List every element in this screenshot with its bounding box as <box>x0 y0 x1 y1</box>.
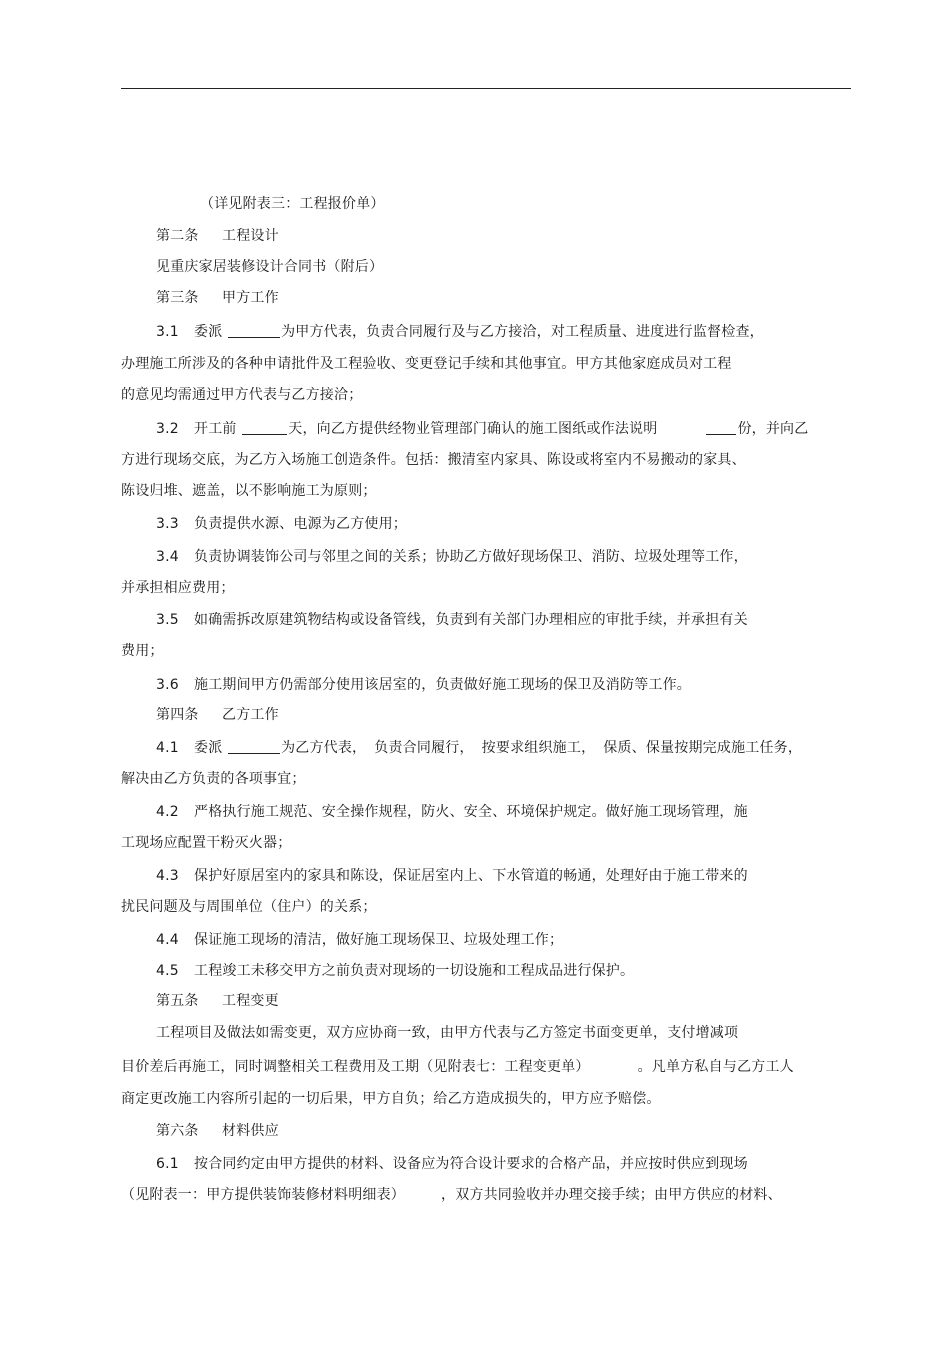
clause-line: 4.5 工程竣工未移交甲方之前负责对现场的一切设施和工程成品进行保护。 <box>156 963 635 979</box>
fill-blank <box>706 420 736 435</box>
clause-line: 4.1 委派 为乙方代表， 负责合同履行， 按要求组织施工， 保质、保量按期完成施工任务， <box>156 740 803 756</box>
clause-line: 3.6 施工期间甲方仍需部分使用该居室的，负责做好施工现场的保卫及消防等工作。 <box>156 677 691 693</box>
clause-line: 6.1 按合同约定由甲方提供的材料、设备应为符合设计要求的合格产品，并应按时供应到现场 <box>156 1156 748 1172</box>
text-line: （详见附表三：工程报价单） <box>200 196 385 212</box>
article-heading: 第五条 工程变更 <box>156 993 279 1009</box>
text-line: 扰民问题及与周围单位（住户）的关系； <box>121 899 377 915</box>
article-heading: 第三条 甲方工作 <box>156 290 279 306</box>
fill-blank <box>228 739 280 754</box>
text-line: 工程项目及做法如需变更，双方应协商一致，由甲方代表与乙方签定书面变更单，支付增减项 <box>156 1025 739 1041</box>
clause-line: 3.5 如确需拆改原建筑物结构或设备管线，负责到有关部门办理相应的审批手续，并承担有关 <box>156 612 748 628</box>
text-line: 并承担相应费用； <box>121 580 235 596</box>
text-line: 方进行现场交底，为乙方入场施工创造条件。包括：搬清室内家具、陈设或将室内不易搬动的家具、 <box>121 452 746 468</box>
clause-line: 3.4 负责协调装饰公司与邻里之间的关系；协助乙方做好现场保卫、消防、垃圾处理等工作， <box>156 549 748 565</box>
fill-blank <box>242 420 287 435</box>
clause-line: 4.2 严格执行施工规范、安全操作规程，防火、安全、环境保护规定。做好施工现场管理，施 <box>156 804 748 820</box>
fill-blank <box>228 323 280 338</box>
text-line: 费用； <box>121 643 164 659</box>
clause-line: 3.1 委派 为甲方代表，负责合同履行及与乙方接洽，对工程质量、进度进行监督检查， <box>156 324 764 340</box>
text-line: 工现场应配置干粉灭火器； <box>121 835 292 851</box>
article-heading: 第二条 工程设计 <box>156 228 279 244</box>
text-line: 目价差后再施工，同时调整相关工程费用及工期（见附表七：工程变更单） 。凡单方私自与乙方工人 <box>121 1059 794 1075</box>
text-line: 的意见均需通过甲方代表与乙方接洽； <box>121 387 363 403</box>
text-line: 解决由乙方负责的各项事宜； <box>121 771 306 787</box>
clause-line: 4.4 保证施工现场的清洁，做好施工现场保卫、垃圾处理工作； <box>156 932 564 948</box>
text-line: （见附表一：甲方提供装饰装修材料明细表） ，双方共同验收并办理交接手续；由甲方供应的材料、 <box>121 1187 782 1203</box>
clause-line: 3.3 负责提供水源、电源为乙方使用； <box>156 516 407 532</box>
text-line: 陈设归堆、遮盖，以不影响施工为原则； <box>121 483 377 499</box>
text-line: 见重庆家居装修设计合同书（附后） <box>156 259 384 275</box>
clause-line: 4.3 保护好原居室内的家具和陈设，保证居室内上、下水管道的畅通，处理好由于施工带来的 <box>156 868 748 884</box>
text-line: 商定更改施工内容所引起的一切后果，甲方自负；给乙方造成损失的，甲方应予赔偿。 <box>121 1091 661 1107</box>
text-line: 办理施工所涉及的各种申请批件及工程验收、变更登记手续和其他事宜。甲方其他家庭成员对工程 <box>121 356 732 372</box>
clause-line: 3.2 开工前 天，向乙方提供经物业管理部门确认的施工图纸或作法说明 份，并向乙 <box>156 421 809 437</box>
article-heading: 第四条 乙方工作 <box>156 707 279 723</box>
article-heading: 第六条 材料供应 <box>156 1123 279 1139</box>
header-rule <box>121 88 851 89</box>
